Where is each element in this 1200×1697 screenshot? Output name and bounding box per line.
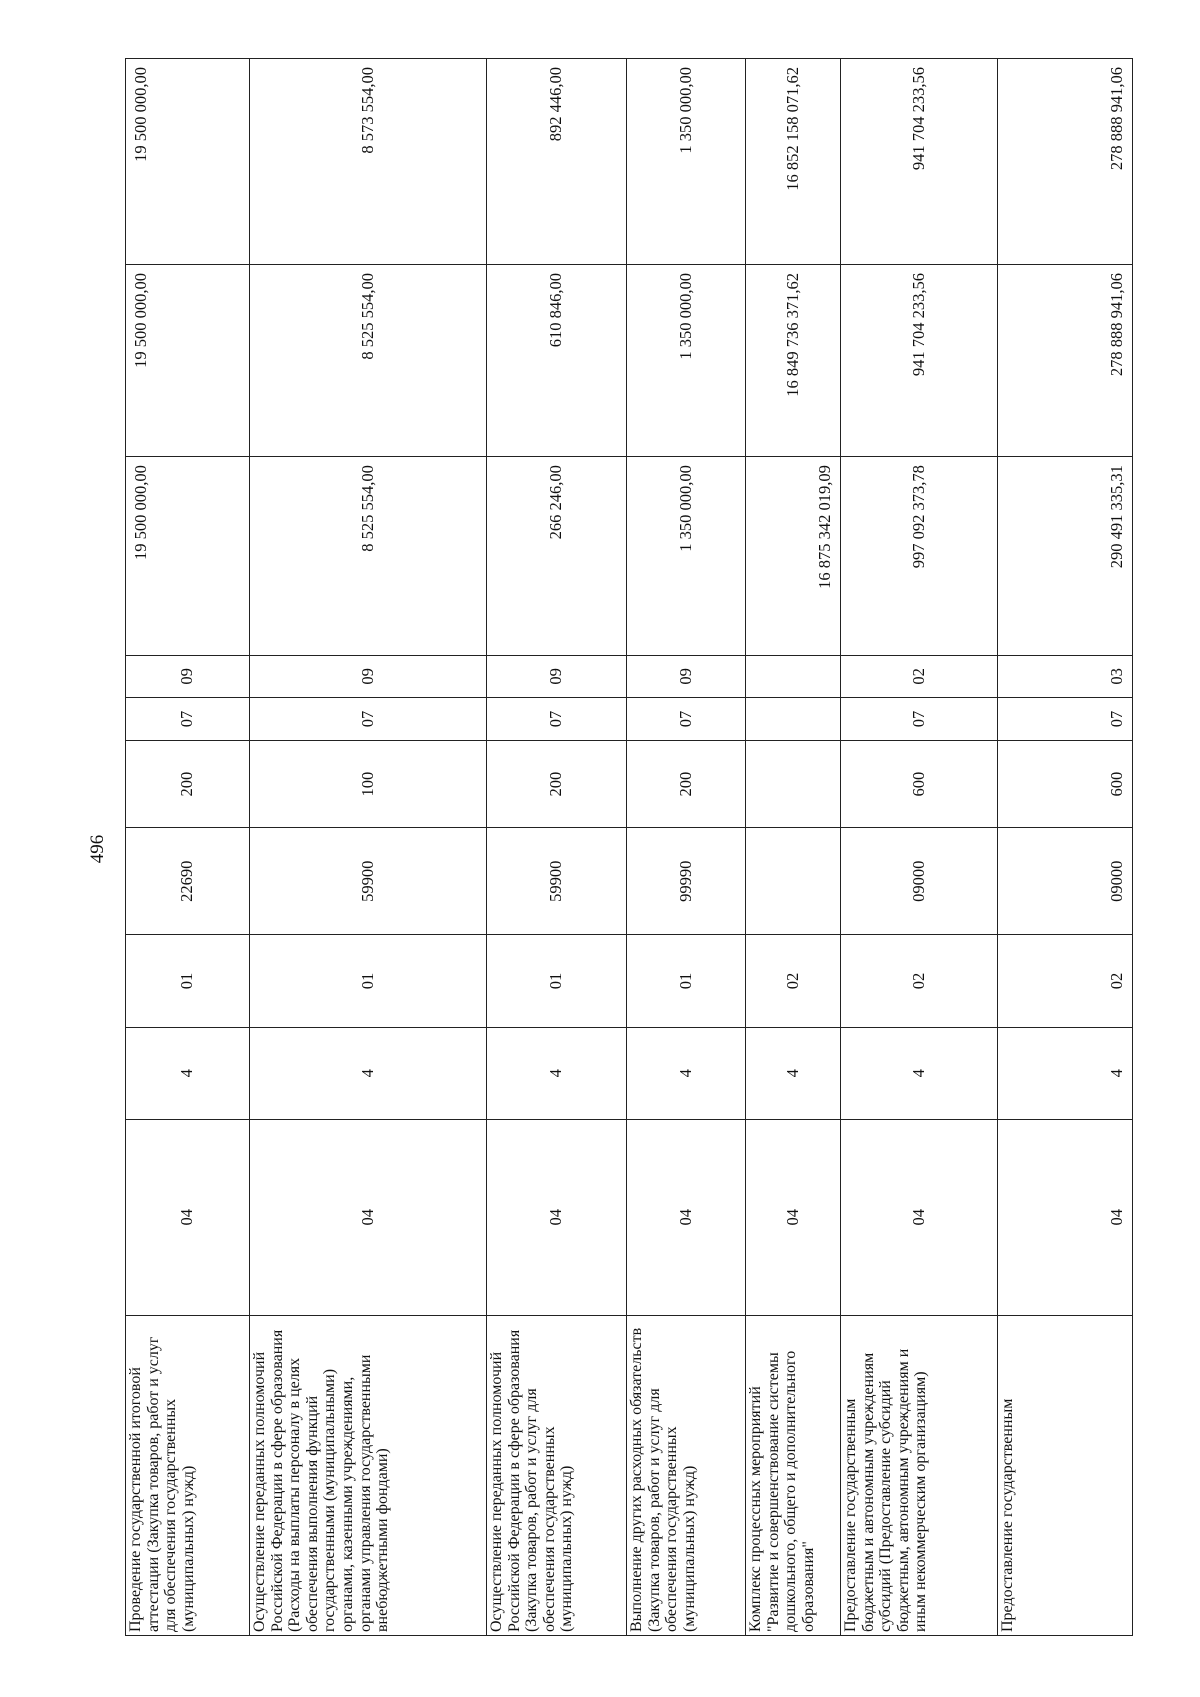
code-cell: 200 (126, 740, 250, 827)
code-cell: 100 (250, 740, 487, 827)
amount-year1: 8 525 554,00 (250, 457, 487, 655)
code-cell: 09 (250, 655, 487, 698)
amount-year3: 8 573 554,00 (250, 59, 487, 265)
code-cell: 4 (627, 1027, 746, 1119)
table-row (746, 59, 841, 1636)
code-cell (746, 828, 841, 935)
code-cell: 02 (746, 935, 841, 1028)
amount-year3: 941 704 233,56 (841, 59, 998, 265)
table-row (126, 59, 250, 1636)
code-cell: 4 (746, 1027, 841, 1119)
row-name: Выполнение других расходных обязательств (Закупка товаров, работ и услуг для обеспечения государственных (муниципальных) нужд) (627, 1315, 746, 1635)
code-cell (746, 698, 841, 741)
amount-year2: 8 525 554,00 (250, 265, 487, 457)
code-cell: 99990 (627, 828, 746, 935)
code-cell: 07 (627, 698, 746, 741)
code-cell: 09000 (998, 828, 1133, 935)
table-row (998, 59, 1133, 1636)
code-cell: 07 (126, 698, 250, 741)
code-cell: 01 (487, 935, 627, 1028)
code-cell: 04 (126, 1119, 250, 1315)
amount-year3: 278 888 941,06 (998, 59, 1133, 265)
code-cell: 600 (841, 740, 998, 827)
row-name: Осуществление переданных полномочий Российской Федерации в сфере образования (Закупка товаров, работ и услуг для обеспечения государственных (муниципальных) нужд) (487, 1315, 627, 1635)
code-cell: 200 (627, 740, 746, 827)
code-cell: 09 (487, 655, 627, 698)
code-cell: 04 (250, 1119, 487, 1315)
code-cell: 01 (627, 935, 746, 1028)
table-row (627, 59, 746, 1636)
code-cell: 01 (126, 935, 250, 1028)
table-row (841, 59, 998, 1636)
code-cell: 04 (627, 1119, 746, 1315)
amount-year3: 1 350 000,00 (627, 59, 746, 265)
row-name: Предоставление государственным бюджетным и автономным учреждениям субсидий (Предоставление субсидий бюджетным, автономным учреждениям и иным некоммерческим организациям) (841, 1315, 998, 1635)
code-cell: 07 (487, 698, 627, 741)
amount-year2: 19 500 000,00 (126, 265, 250, 457)
amount-year3: 892 446,00 (487, 59, 627, 265)
code-cell: 04 (841, 1119, 998, 1315)
code-cell: 4 (841, 1027, 998, 1119)
amount-year1: 290 491 335,31 (998, 457, 1133, 655)
rotated-table-wrapper (125, 58, 1132, 1636)
code-cell: 09 (627, 655, 746, 698)
code-cell: 07 (841, 698, 998, 741)
amount-year1: 997 092 373,78 (841, 457, 998, 655)
code-cell: 09000 (841, 828, 998, 935)
amount-year1: 266 246,00 (487, 457, 627, 655)
amount-year3: 19 500 000,00 (126, 59, 250, 265)
amount-year2: 610 846,00 (487, 265, 627, 457)
code-cell: 04 (746, 1119, 841, 1315)
code-cell (746, 740, 841, 827)
amount-year1: 16 875 342 019,09 (746, 457, 841, 655)
row-name: Осуществление переданных полномочий Российской Федерации в сфере образования (Расходы на выплаты персоналу в целях обеспечения выполнения функций государственными (муниципальными) органами, казенными учреждениями, органами управления государственными внебюджетными фондами) (250, 1315, 487, 1635)
amount-year2: 1 350 000,00 (627, 265, 746, 457)
code-cell: 22690 (126, 828, 250, 935)
code-cell: 200 (487, 740, 627, 827)
code-cell (746, 655, 841, 698)
code-cell: 4 (487, 1027, 627, 1119)
table-row (487, 59, 627, 1636)
code-cell: 04 (998, 1119, 1133, 1315)
code-cell: 600 (998, 740, 1133, 827)
row-name: Предоставление государственным (998, 1315, 1133, 1635)
table-row (250, 59, 487, 1636)
row-name: Комплекс процессных мероприятий "Развитие и совершенствование системы дошкольного, общего и дополнительного образования" (746, 1315, 841, 1635)
amount-year2: 16 849 736 371,62 (746, 265, 841, 457)
code-cell: 4 (126, 1027, 250, 1119)
code-cell: 4 (998, 1027, 1133, 1119)
amount-year3: 16 852 158 071,62 (746, 59, 841, 265)
code-cell: 02 (998, 935, 1133, 1028)
code-cell: 4 (250, 1027, 487, 1119)
amount-year2: 278 888 941,06 (998, 265, 1133, 457)
code-cell: 01 (250, 935, 487, 1028)
code-cell: 03 (998, 655, 1133, 698)
amount-year1: 1 350 000,00 (627, 457, 746, 655)
code-cell: 04 (487, 1119, 627, 1315)
code-cell: 59900 (250, 828, 487, 935)
budget-table (125, 58, 1133, 1636)
code-cell: 07 (250, 698, 487, 741)
code-cell: 02 (841, 655, 998, 698)
amount-year1: 19 500 000,00 (126, 457, 250, 655)
page-number: 496 (87, 834, 108, 864)
amount-year2: 941 704 233,56 (841, 265, 998, 457)
code-cell: 09 (126, 655, 250, 698)
code-cell: 07 (998, 698, 1133, 741)
code-cell: 02 (841, 935, 998, 1028)
row-name: Проведение государственной итоговой аттестации (Закупка товаров, работ и услуг для обеспечения государственных (муниципальных) нужд) (126, 1315, 250, 1635)
code-cell: 59900 (487, 828, 627, 935)
